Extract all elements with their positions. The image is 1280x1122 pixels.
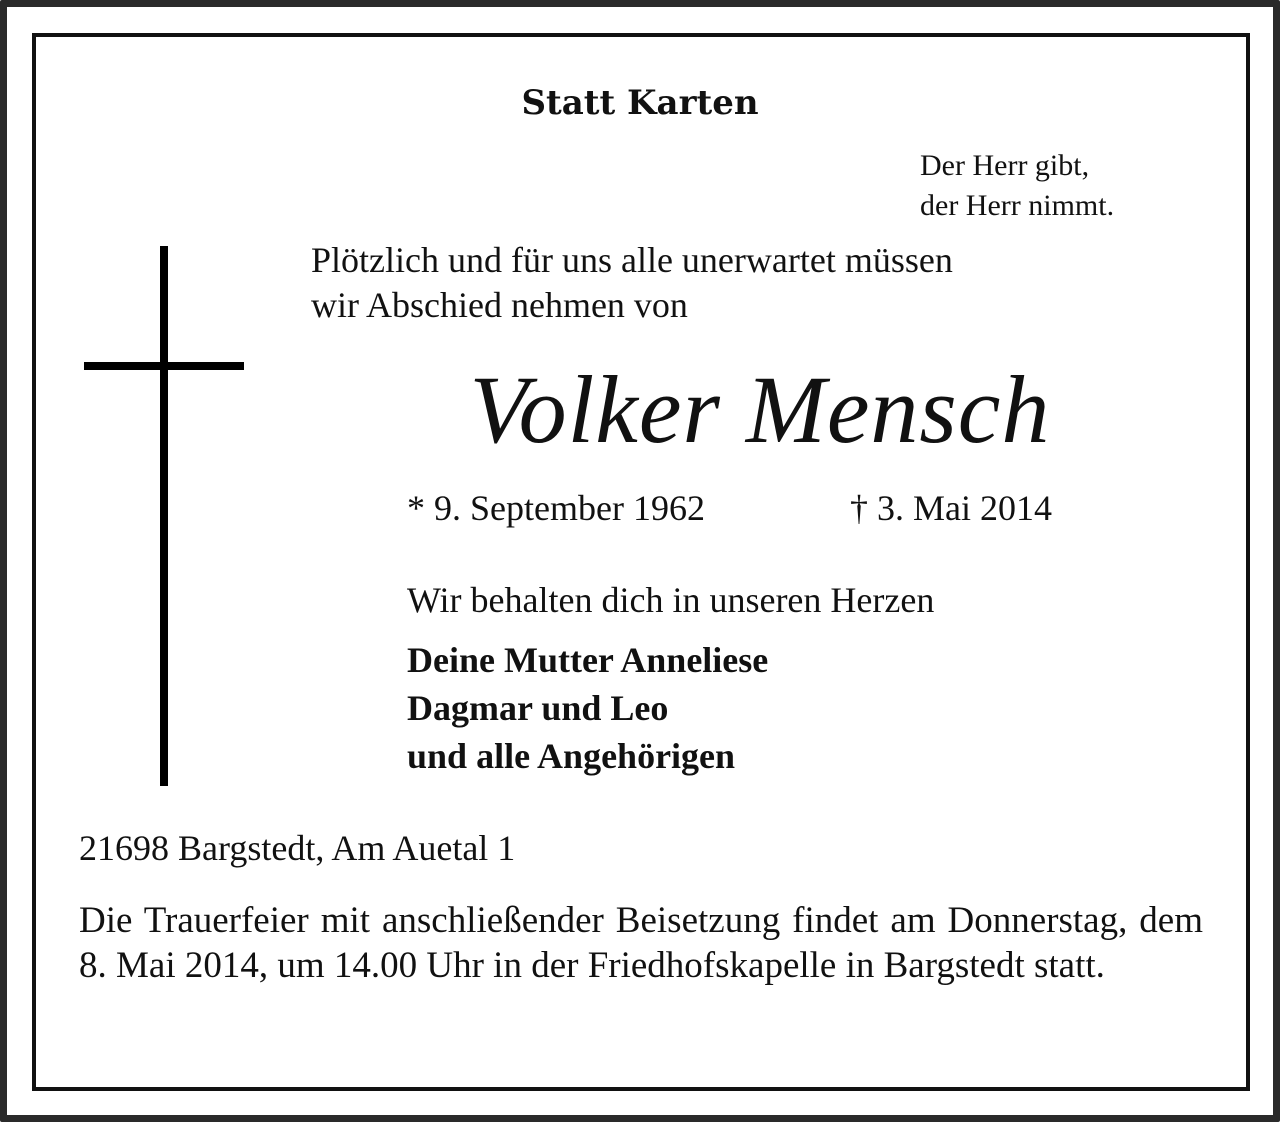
cross-vertical-bar: [160, 246, 168, 786]
signatory: Deine Mutter Anneliese: [407, 640, 769, 680]
family-address: 21698 Bargstedt, Am Auetal 1: [79, 828, 516, 868]
cross-icon: [84, 246, 244, 786]
signatory: Dagmar und Leo: [407, 688, 669, 728]
birth-date: * 9. September 1962: [407, 488, 705, 528]
farewell-line: Wir behalten dich in unseren Herzen: [407, 580, 935, 620]
intro-text: Plötzlich und für uns alle unerwartet müssen wir Abschied nehmen von: [311, 240, 953, 325]
signatory: und alle Angehörigen: [407, 736, 736, 776]
notice-header: Statt Karten: [521, 83, 759, 123]
bible-motto: Der Herr gibt, der Herr nimmt.: [920, 149, 1115, 222]
death-date: † 3. Mai 2014: [850, 488, 1052, 528]
deceased-name: Volker Mensch: [469, 356, 1051, 463]
funeral-service-info: Die Trauerfeier mit anschließender Beisetzung findet am Donnerstag, dem 8. Mai 2014, um 14.00 Uhr in der Friedhofskapelle in Bargstedt statt.: [79, 900, 1203, 986]
